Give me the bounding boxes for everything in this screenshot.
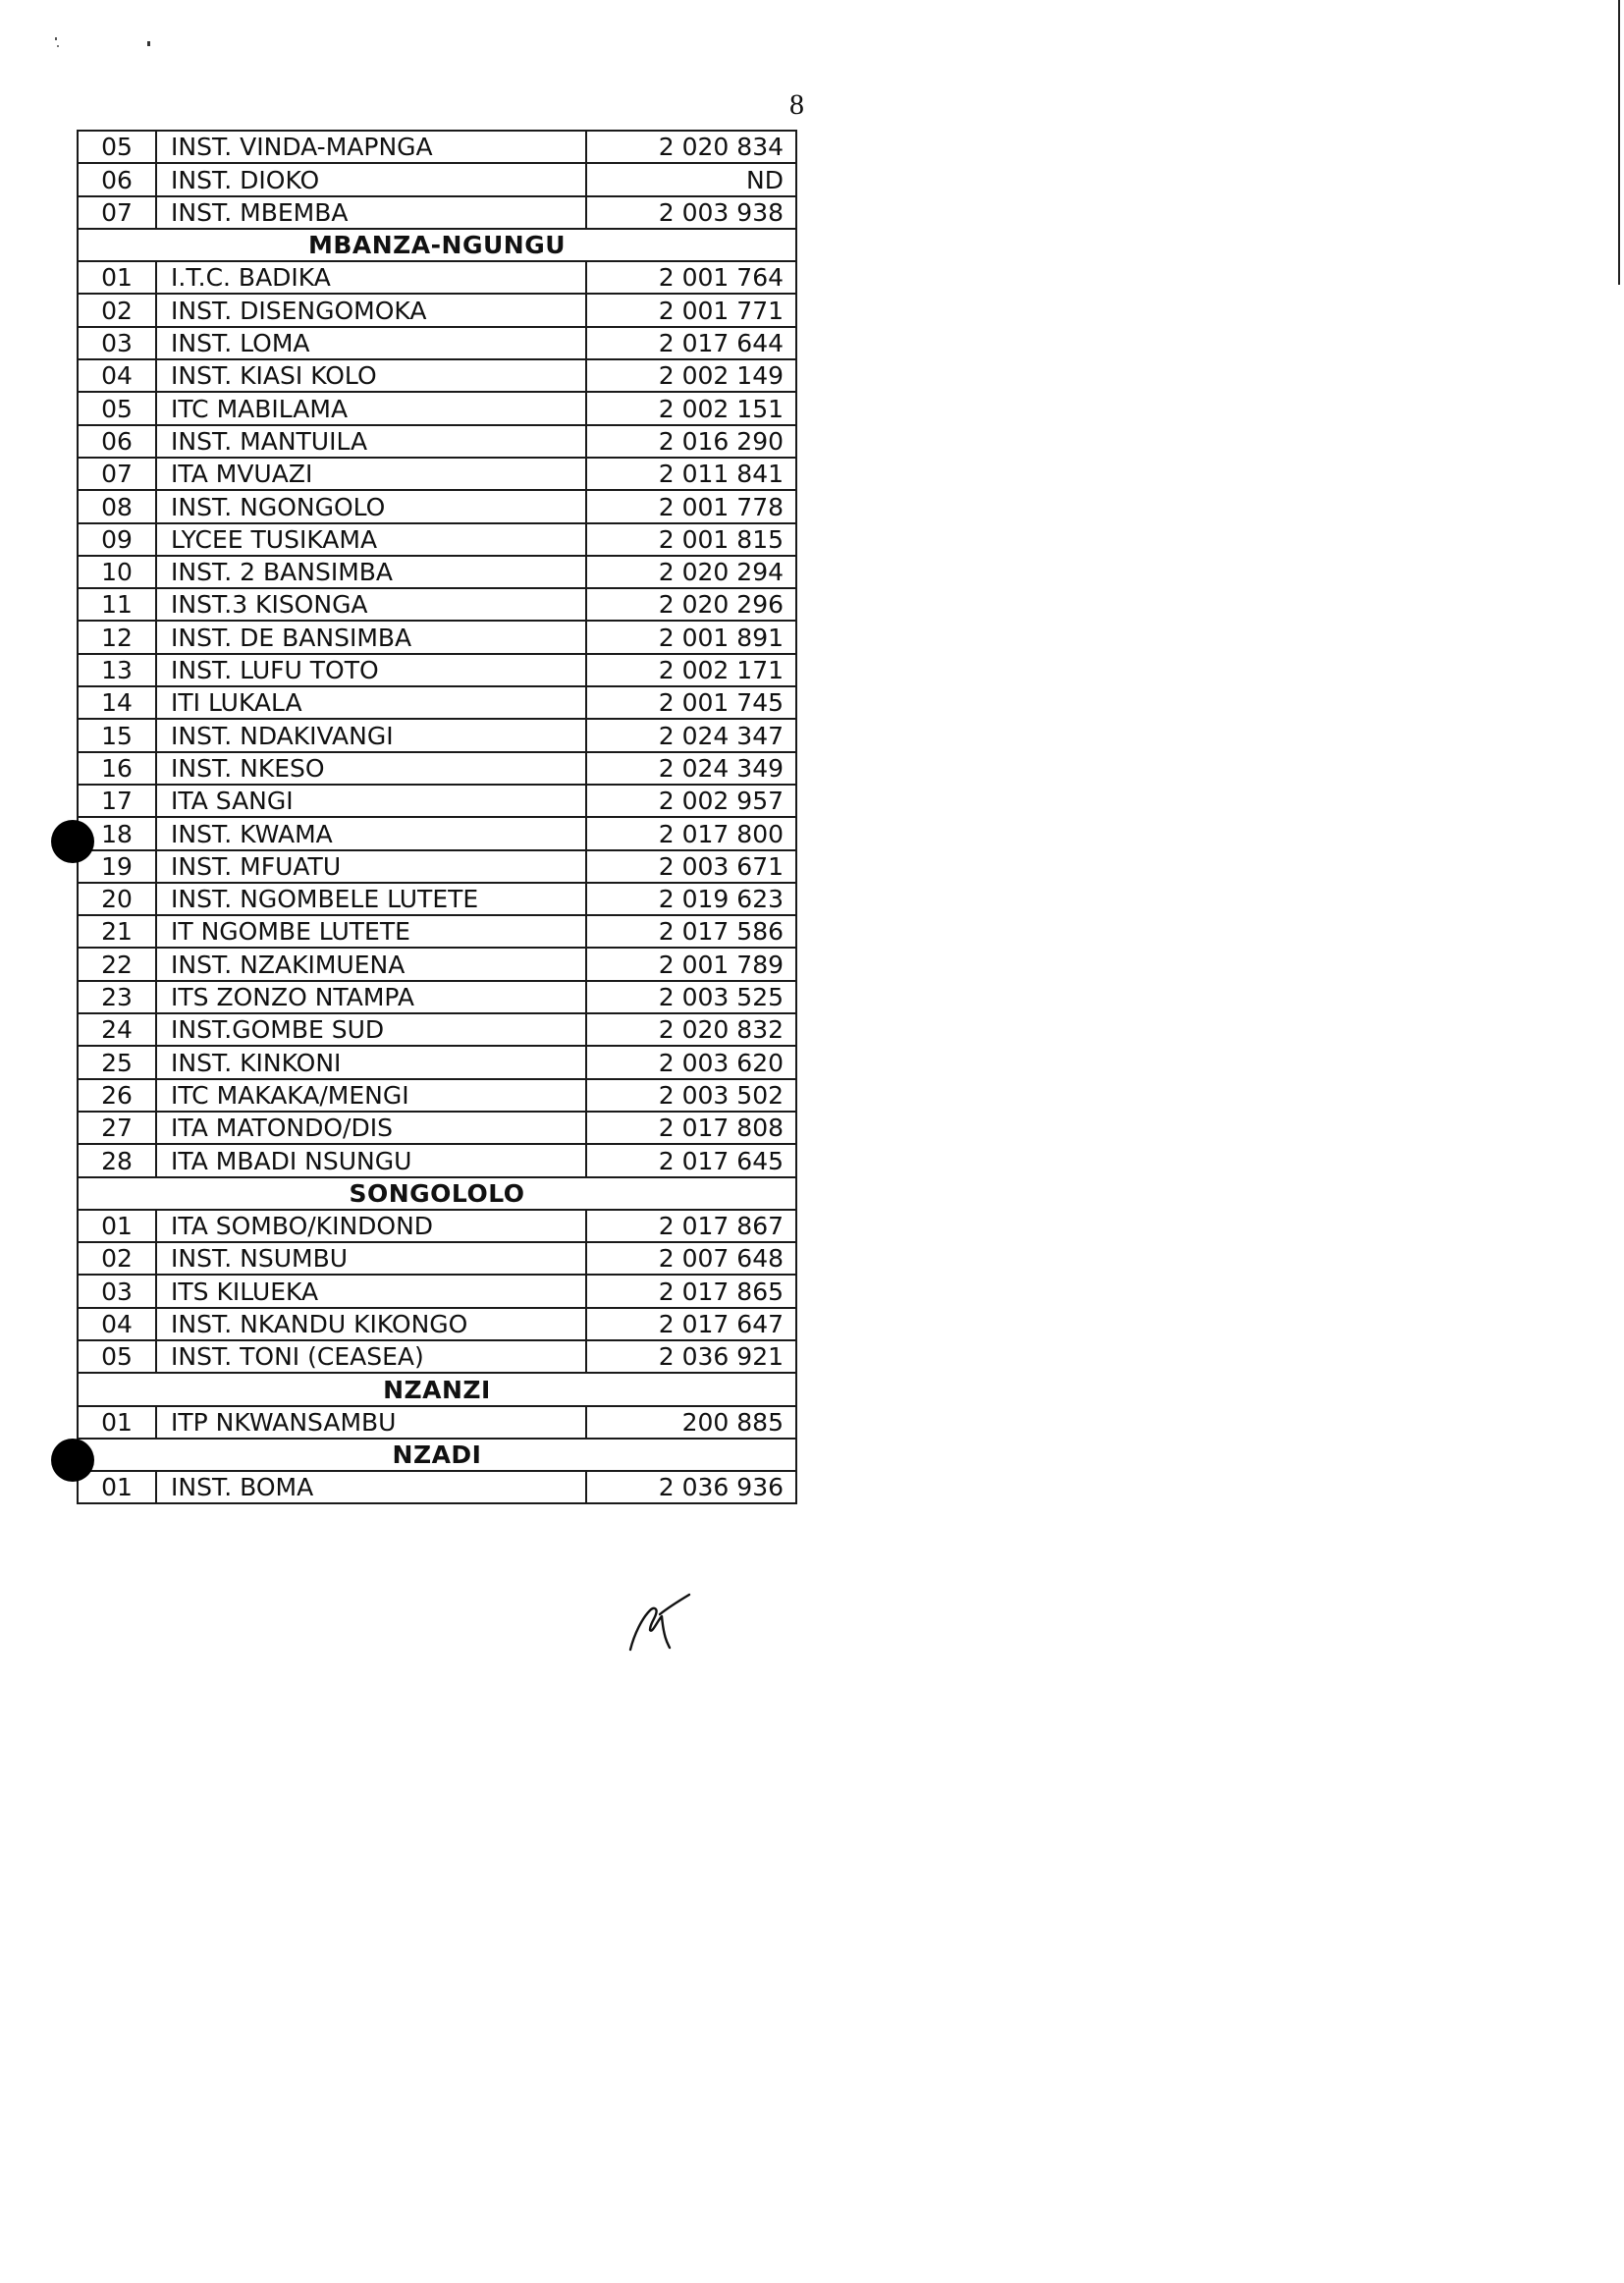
school-code: 2 020 296 [586, 588, 796, 621]
row-number: 10 [78, 556, 156, 588]
section-header-row [78, 229, 796, 261]
table-row [78, 556, 796, 588]
row-number: 20 [78, 883, 156, 915]
school-code: 200 885 [586, 1406, 796, 1439]
institution-name: INST. DIOKO [156, 163, 586, 195]
table-row [78, 458, 796, 490]
table-row [78, 1144, 796, 1176]
school-code: 2 024 349 [586, 752, 796, 785]
institution-name: LYCEE TUSIKAMA [156, 523, 586, 556]
row-number: 01 [78, 1406, 156, 1439]
institution-name: INST. NSUMBU [156, 1242, 586, 1275]
table-row [78, 817, 796, 849]
institution-name: ITS ZONZO NTAMPA [156, 981, 586, 1013]
institution-name: INST. LOMA [156, 327, 586, 359]
row-number: 07 [78, 196, 156, 229]
row-number: 05 [78, 1340, 156, 1373]
table-row [78, 1210, 796, 1242]
section-header-row [78, 1439, 796, 1471]
school-code: 2 003 671 [586, 850, 796, 883]
table-row [78, 490, 796, 522]
school-code: 2 001 745 [586, 686, 796, 719]
institution-name: ITP NKWANSAMBU [156, 1406, 586, 1439]
row-number: 08 [78, 490, 156, 522]
school-code: 2 017 647 [586, 1308, 796, 1340]
school-code: 2 001 789 [586, 948, 796, 980]
table-row [78, 654, 796, 686]
section-header-row [78, 1373, 796, 1405]
section-header-row [78, 1177, 796, 1210]
institution-name: ITI LUKALA [156, 686, 586, 719]
school-code: 2 036 936 [586, 1471, 796, 1503]
row-number: 11 [78, 588, 156, 621]
table-row [78, 883, 796, 915]
table-row [78, 948, 796, 980]
row-number: 13 [78, 654, 156, 686]
punch-hole-mark [51, 1439, 94, 1482]
school-code: 2 002 151 [586, 392, 796, 424]
row-number: 04 [78, 359, 156, 392]
school-code: 2 017 865 [586, 1275, 796, 1307]
row-number: 16 [78, 752, 156, 785]
institution-name: INST. 2 BANSIMBA [156, 556, 586, 588]
table-row [78, 1242, 796, 1275]
table-row [78, 1308, 796, 1340]
institution-name: ITA SOMBO/KINDOND [156, 1210, 586, 1242]
school-code: 2 020 832 [586, 1013, 796, 1046]
table-row [78, 621, 796, 653]
row-number: 04 [78, 1308, 156, 1340]
school-code: 2 019 623 [586, 883, 796, 915]
school-code: 2 001 764 [586, 261, 796, 294]
institution-name: ITS KILUEKA [156, 1275, 586, 1307]
institution-name: INST. DISENGOMOKA [156, 294, 586, 326]
table-row [78, 294, 796, 326]
row-number: 14 [78, 686, 156, 719]
table-row [78, 327, 796, 359]
institution-name: INST. NDAKIVANGI [156, 719, 586, 751]
school-code: 2 001 778 [586, 490, 796, 522]
institution-name: INST. NGONGOLO [156, 490, 586, 522]
school-code: 2 003 938 [586, 196, 796, 229]
school-code: 2 017 586 [586, 915, 796, 948]
institution-name: INST. TONI (CEASEA) [156, 1340, 586, 1373]
table-row [78, 785, 796, 817]
institution-name: INST. MANTUILA [156, 425, 586, 458]
school-code: 2 002 171 [586, 654, 796, 686]
school-code: 2 036 921 [586, 1340, 796, 1373]
school-code: 2 024 347 [586, 719, 796, 751]
section-title: SONGOLOLO [78, 1177, 796, 1210]
table-row [78, 359, 796, 392]
page-number: 8 [789, 88, 804, 121]
row-number: 06 [78, 425, 156, 458]
table-row [78, 523, 796, 556]
school-code: 2 011 841 [586, 458, 796, 490]
table-row [78, 719, 796, 751]
school-code: 2 003 620 [586, 1046, 796, 1078]
institution-name: INST. KIASI KOLO [156, 359, 586, 392]
section-title: MBANZA-NGUNGU [78, 229, 796, 261]
row-number: 22 [78, 948, 156, 980]
row-number: 24 [78, 1013, 156, 1046]
school-code-table [77, 130, 797, 1504]
table-row [78, 915, 796, 948]
row-number: 05 [78, 131, 156, 163]
institution-name: ITA MATONDO/DIS [156, 1112, 586, 1144]
row-number: 05 [78, 392, 156, 424]
school-code: 2 020 294 [586, 556, 796, 588]
institution-name: INST. MBEMBA [156, 196, 586, 229]
table-row [78, 588, 796, 621]
row-number: 01 [78, 1471, 156, 1503]
row-number: 03 [78, 327, 156, 359]
institution-name: INST. MFUATU [156, 850, 586, 883]
row-number: 01 [78, 261, 156, 294]
section-title: NZADI [78, 1439, 796, 1471]
table-row [78, 425, 796, 458]
row-number: 17 [78, 785, 156, 817]
table-row [78, 1471, 796, 1503]
school-code: 2 001 771 [586, 294, 796, 326]
school-code: 2 001 815 [586, 523, 796, 556]
school-code: ND [586, 163, 796, 195]
table-body [78, 131, 796, 1503]
school-code: 2 003 502 [586, 1079, 796, 1112]
row-number: 02 [78, 294, 156, 326]
table-row [78, 686, 796, 719]
row-number: 28 [78, 1144, 156, 1176]
table-row [78, 1112, 796, 1144]
institution-name: INST. KINKONI [156, 1046, 586, 1078]
institution-name: INST. DE BANSIMBA [156, 621, 586, 653]
row-number: 03 [78, 1275, 156, 1307]
row-number: 07 [78, 458, 156, 490]
institution-name: ITA SANGI [156, 785, 586, 817]
row-number: 27 [78, 1112, 156, 1144]
institution-name: INST. KWAMA [156, 817, 586, 849]
school-code: 2 017 644 [586, 327, 796, 359]
table-row [78, 163, 796, 195]
school-code: 2 016 290 [586, 425, 796, 458]
school-code: 2 017 867 [586, 1210, 796, 1242]
institution-name: INST.3 KISONGA [156, 588, 586, 621]
table-row [78, 261, 796, 294]
institution-name: INST. NKANDU KIKONGO [156, 1308, 586, 1340]
row-number: 23 [78, 981, 156, 1013]
table-row [78, 131, 796, 163]
table-row [78, 1406, 796, 1439]
table-row [78, 752, 796, 785]
table-row [78, 196, 796, 229]
table-row [78, 1013, 796, 1046]
institution-name: ITA MBADI NSUNGU [156, 1144, 586, 1176]
institution-name: I.T.C. BADIKA [156, 261, 586, 294]
institution-name: INST. LUFU TOTO [156, 654, 586, 686]
institution-name: INST.GOMBE SUD [156, 1013, 586, 1046]
punch-hole-mark [51, 820, 94, 863]
row-number: 26 [78, 1079, 156, 1112]
school-code: 2 003 525 [586, 981, 796, 1013]
school-code: 2 017 645 [586, 1144, 796, 1176]
institution-name: ITC MAKAKA/MENGI [156, 1079, 586, 1112]
row-number: 21 [78, 915, 156, 948]
institution-name: INST. NZAKIMUENA [156, 948, 586, 980]
section-title: NZANZI [78, 1373, 796, 1405]
table-row [78, 1046, 796, 1078]
row-number: 15 [78, 719, 156, 751]
handwritten-initial [624, 1591, 703, 1654]
school-code: 2 002 957 [586, 785, 796, 817]
school-code: 2 020 834 [586, 131, 796, 163]
institution-name: ITC MABILAMA [156, 392, 586, 424]
table-row [78, 392, 796, 424]
table-row [78, 1275, 796, 1307]
institution-name: INST. VINDA-MAPNGA [156, 131, 586, 163]
table-row [78, 981, 796, 1013]
row-number: 18 [78, 817, 156, 849]
institution-name: ITA MVUAZI [156, 458, 586, 490]
school-code: 2 002 149 [586, 359, 796, 392]
row-number: 19 [78, 850, 156, 883]
table-row [78, 1340, 796, 1373]
institution-name: INST. NKESO [156, 752, 586, 785]
school-code: 2 017 808 [586, 1112, 796, 1144]
institution-name: IT NGOMBE LUTETE [156, 915, 586, 948]
institution-name: INST. BOMA [156, 1471, 586, 1503]
row-number: 02 [78, 1242, 156, 1275]
row-number: 01 [78, 1210, 156, 1242]
school-code: 2 001 891 [586, 621, 796, 653]
table-row [78, 1079, 796, 1112]
row-number: 12 [78, 621, 156, 653]
row-number: 25 [78, 1046, 156, 1078]
table-row [78, 850, 796, 883]
school-code: 2 007 648 [586, 1242, 796, 1275]
institution-name: INST. NGOMBELE LUTETE [156, 883, 586, 915]
row-number: 06 [78, 163, 156, 195]
school-code: 2 017 800 [586, 817, 796, 849]
row-number: 09 [78, 523, 156, 556]
